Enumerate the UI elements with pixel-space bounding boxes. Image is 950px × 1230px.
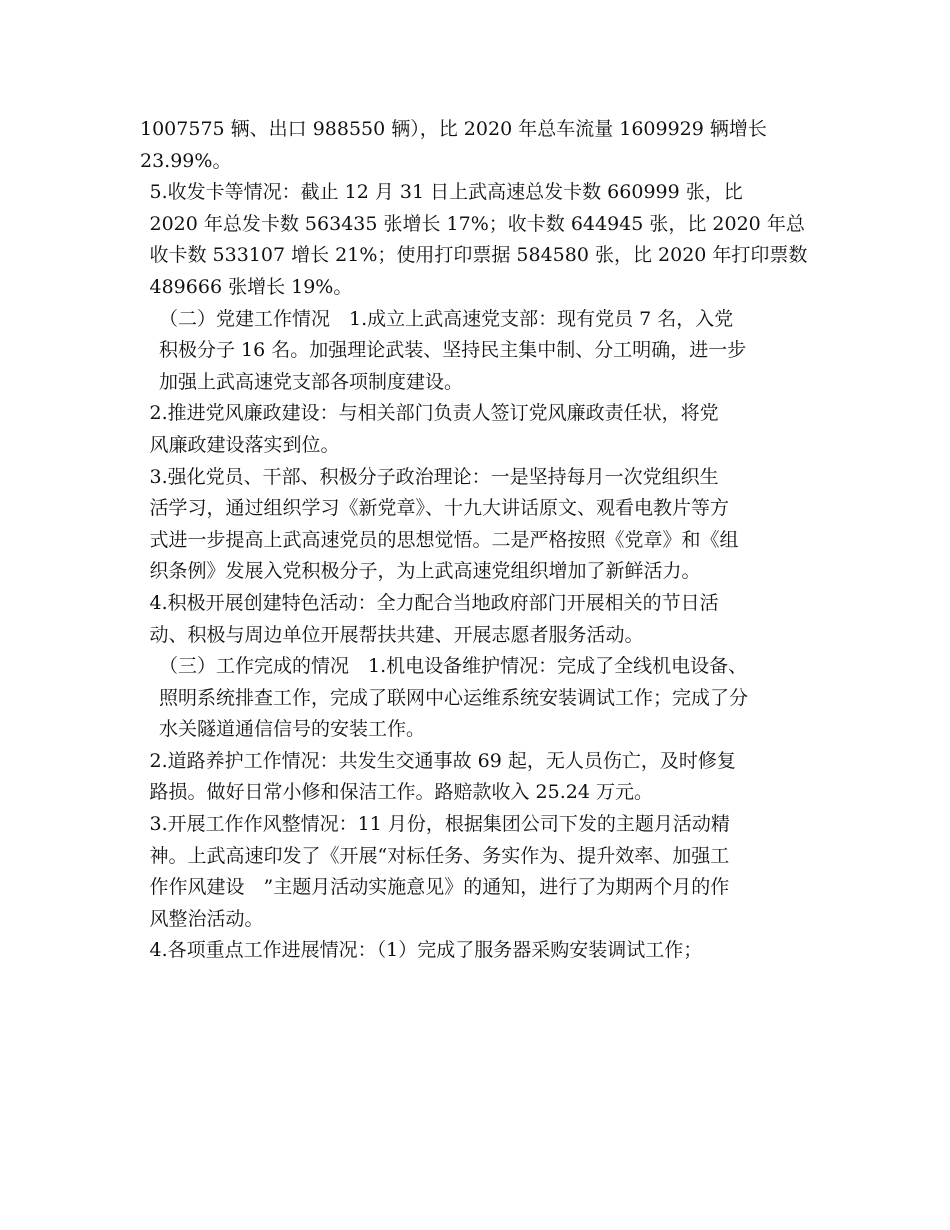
text-line: 织条例》发展入党积极分子，为上武高速党组织增加了新鲜活力。	[149, 560, 701, 583]
text-line: 风整治活动。	[149, 907, 264, 930]
text-line: 23.99%。	[140, 149, 232, 172]
text-line: 动、积极与周边单位开展帮扶共建、开展志愿者服务活动。	[149, 623, 644, 646]
document-paragraph	[140, 462, 820, 588]
text-line: 风廉政建设落实到位。	[149, 433, 340, 456]
document-paragraph	[140, 304, 820, 399]
text-line: 2.推进党风廉政建设：与相关部门负责人签订党风廉政责任状，将党	[149, 402, 719, 425]
text-line: 2020 年总发卡数 563435 张增长 17%；收卡数 644945 张，比 2020 年总	[149, 212, 805, 235]
text-line: 加强上武高速党支部各项制度建设。	[159, 370, 464, 393]
text-line: 4.各项重点工作进展情况：（1）完成了服务器采购安装调试工作；	[149, 939, 703, 962]
text-line: 1007575 辆、出口 988550 辆），比 2020 年总车流量 1609929 辆增长	[140, 118, 767, 140]
document-paragraph	[140, 398, 820, 461]
document-paragraph	[140, 177, 820, 303]
text-line: 2.道路养护工作情况：共发生交通事故 69 起，无人员伤亡，及时修复	[149, 749, 736, 772]
document-paragraph	[140, 651, 820, 746]
document-page	[140, 114, 820, 967]
document-paragraph	[140, 588, 820, 651]
text-line: （三）工作完成的情况 1.机电设备维护情况：完成了全线机电设备、	[159, 655, 748, 678]
text-line: 式进一步提高上武高速党员的思想觉悟。二是严格按照《党章》和《组	[149, 528, 739, 551]
text-line: 神。上武高速印发了《开展“对标任务、务实作为、提升效率、加强工	[149, 844, 730, 867]
text-line: 路损。做好日常小修和保洁工作。路赔款收入 25.24 万元。	[149, 781, 653, 804]
document-paragraph	[140, 114, 820, 177]
text-line: 照明系统排查工作，完成了联网中心运维系统安装调试工作；完成了分	[159, 686, 749, 709]
text-line: 积极分子 16 名。加强理论武装、坚持民主集中制、分工明确，进一步	[159, 339, 747, 362]
text-line: 3.强化党员、干部、积极分子政治理论：一是坚持每月一次党组织生	[149, 465, 719, 488]
text-line: 4.积极开展创建特色活动：全力配合当地政府部门开展相关的节日活	[149, 591, 719, 614]
document-paragraph	[140, 809, 820, 935]
text-line: （二）党建工作情况 1.成立上武高速党支部：现有党员 7 名，入党	[159, 307, 734, 330]
text-line: 5.收发卡等情况：截止 12 月 31 日上武高速总发卡数 660999 张，比	[149, 181, 743, 204]
document-paragraph	[140, 935, 820, 967]
text-line: 作作风建设 ”主题月活动实施意见》的通知，进行了为期两个月的作	[149, 876, 730, 899]
text-line: 489666 张增长 19%。	[149, 275, 353, 298]
text-line: 收卡数 533107 增长 21%；使用打印票据 584580 张，比 2020 年打印票数	[149, 244, 808, 267]
text-line: 活学习，通过组织学习《新党章》、十九大讲话原文、观看电教片等方	[149, 497, 730, 520]
text-line: 3.开展工作作风整情况：11 月份，根据集团公司下发的主题月活动精	[149, 813, 730, 836]
document-paragraph	[140, 746, 820, 809]
text-line: 水关隧道通信信号的安装工作。	[159, 718, 426, 741]
